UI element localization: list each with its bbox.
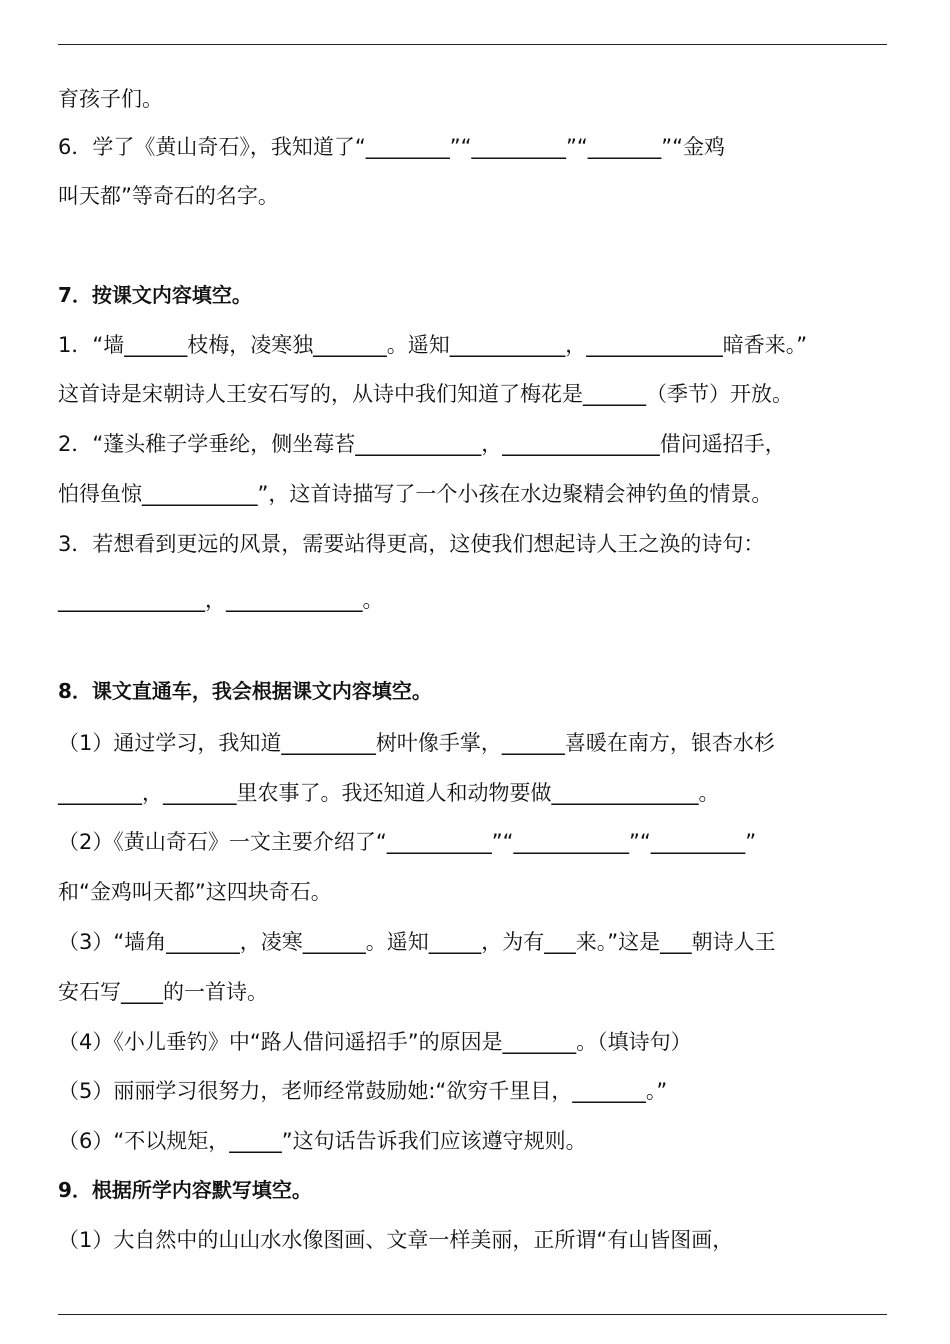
text-line: 2．“蓬头稚子学垂纶，侧坐莓苔____________，_______________借问遥招手， bbox=[58, 432, 786, 456]
text-line: ________，_______里农事了。我还知道人和动物要做______________。 bbox=[58, 781, 720, 805]
text-line: （5）丽丽学习很努力，老师经常鼓励她:“欲穷千里目，_______。” bbox=[58, 1079, 668, 1103]
text-line: 育孩子们。 bbox=[58, 87, 163, 111]
text-line: （6）“不以规矩，_____”这句话告诉我们应该遵守规则。 bbox=[58, 1129, 587, 1153]
text-line: （1）通过学习，我知道_________树叶像手掌，______喜暖在南方，银杏水杉 bbox=[58, 731, 775, 755]
text-line: （1）大自然中的山山水水像图画、文章一样美丽，正所谓“有山皆图画， bbox=[58, 1228, 734, 1252]
header-rule bbox=[58, 44, 887, 45]
text-line: 怕得鱼惊___________”，这首诗描写了一个小孩在水边聚精会神钓鱼的情景。 bbox=[58, 482, 773, 506]
section-8-heading: 8．课文直通车，我会根据课文内容填空。 bbox=[58, 679, 432, 703]
text-line: 这首诗是宋朝诗人王安石写的，从诗中我们知道了梅花是______（季节）开放。 bbox=[58, 382, 793, 406]
text-line: 和“金鸡叫天都”这四块奇石。 bbox=[58, 880, 332, 904]
section-7-heading: 7．按课文内容填空。 bbox=[58, 283, 252, 307]
text-line: （4）《小儿垂钓》中“路人借问遥招手”的原因是_______。（填诗句） bbox=[58, 1030, 692, 1054]
question-6-line: 6．学了《黄山奇石》，我知道了“________”“_________”“_______”“金鸡 bbox=[58, 135, 726, 159]
text-line: 安石写____的一首诗。 bbox=[58, 980, 268, 1004]
text-line: （3）“墙角_______，凌寒______。遥知_____，为有___来。”这是___朝诗人王 bbox=[58, 930, 776, 954]
text-line: （2）《黄山奇石》一文主要介绍了“__________”“___________”“_________” bbox=[58, 830, 757, 854]
text-line: ______________，_____________。 bbox=[58, 588, 384, 612]
footer-rule bbox=[58, 1314, 887, 1315]
text-line: 1．“墙______枝梅，凌寒独_______。遥知___________，_____________暗香来。” bbox=[58, 333, 808, 357]
section-9-heading: 9．根据所学内容默写填空。 bbox=[58, 1178, 312, 1202]
text-line: 3．若想看到更远的风景，需要站得更高，这使我们想起诗人王之涣的诗句： bbox=[58, 532, 765, 556]
text-line: 叫天都”等奇石的名字。 bbox=[58, 184, 279, 208]
